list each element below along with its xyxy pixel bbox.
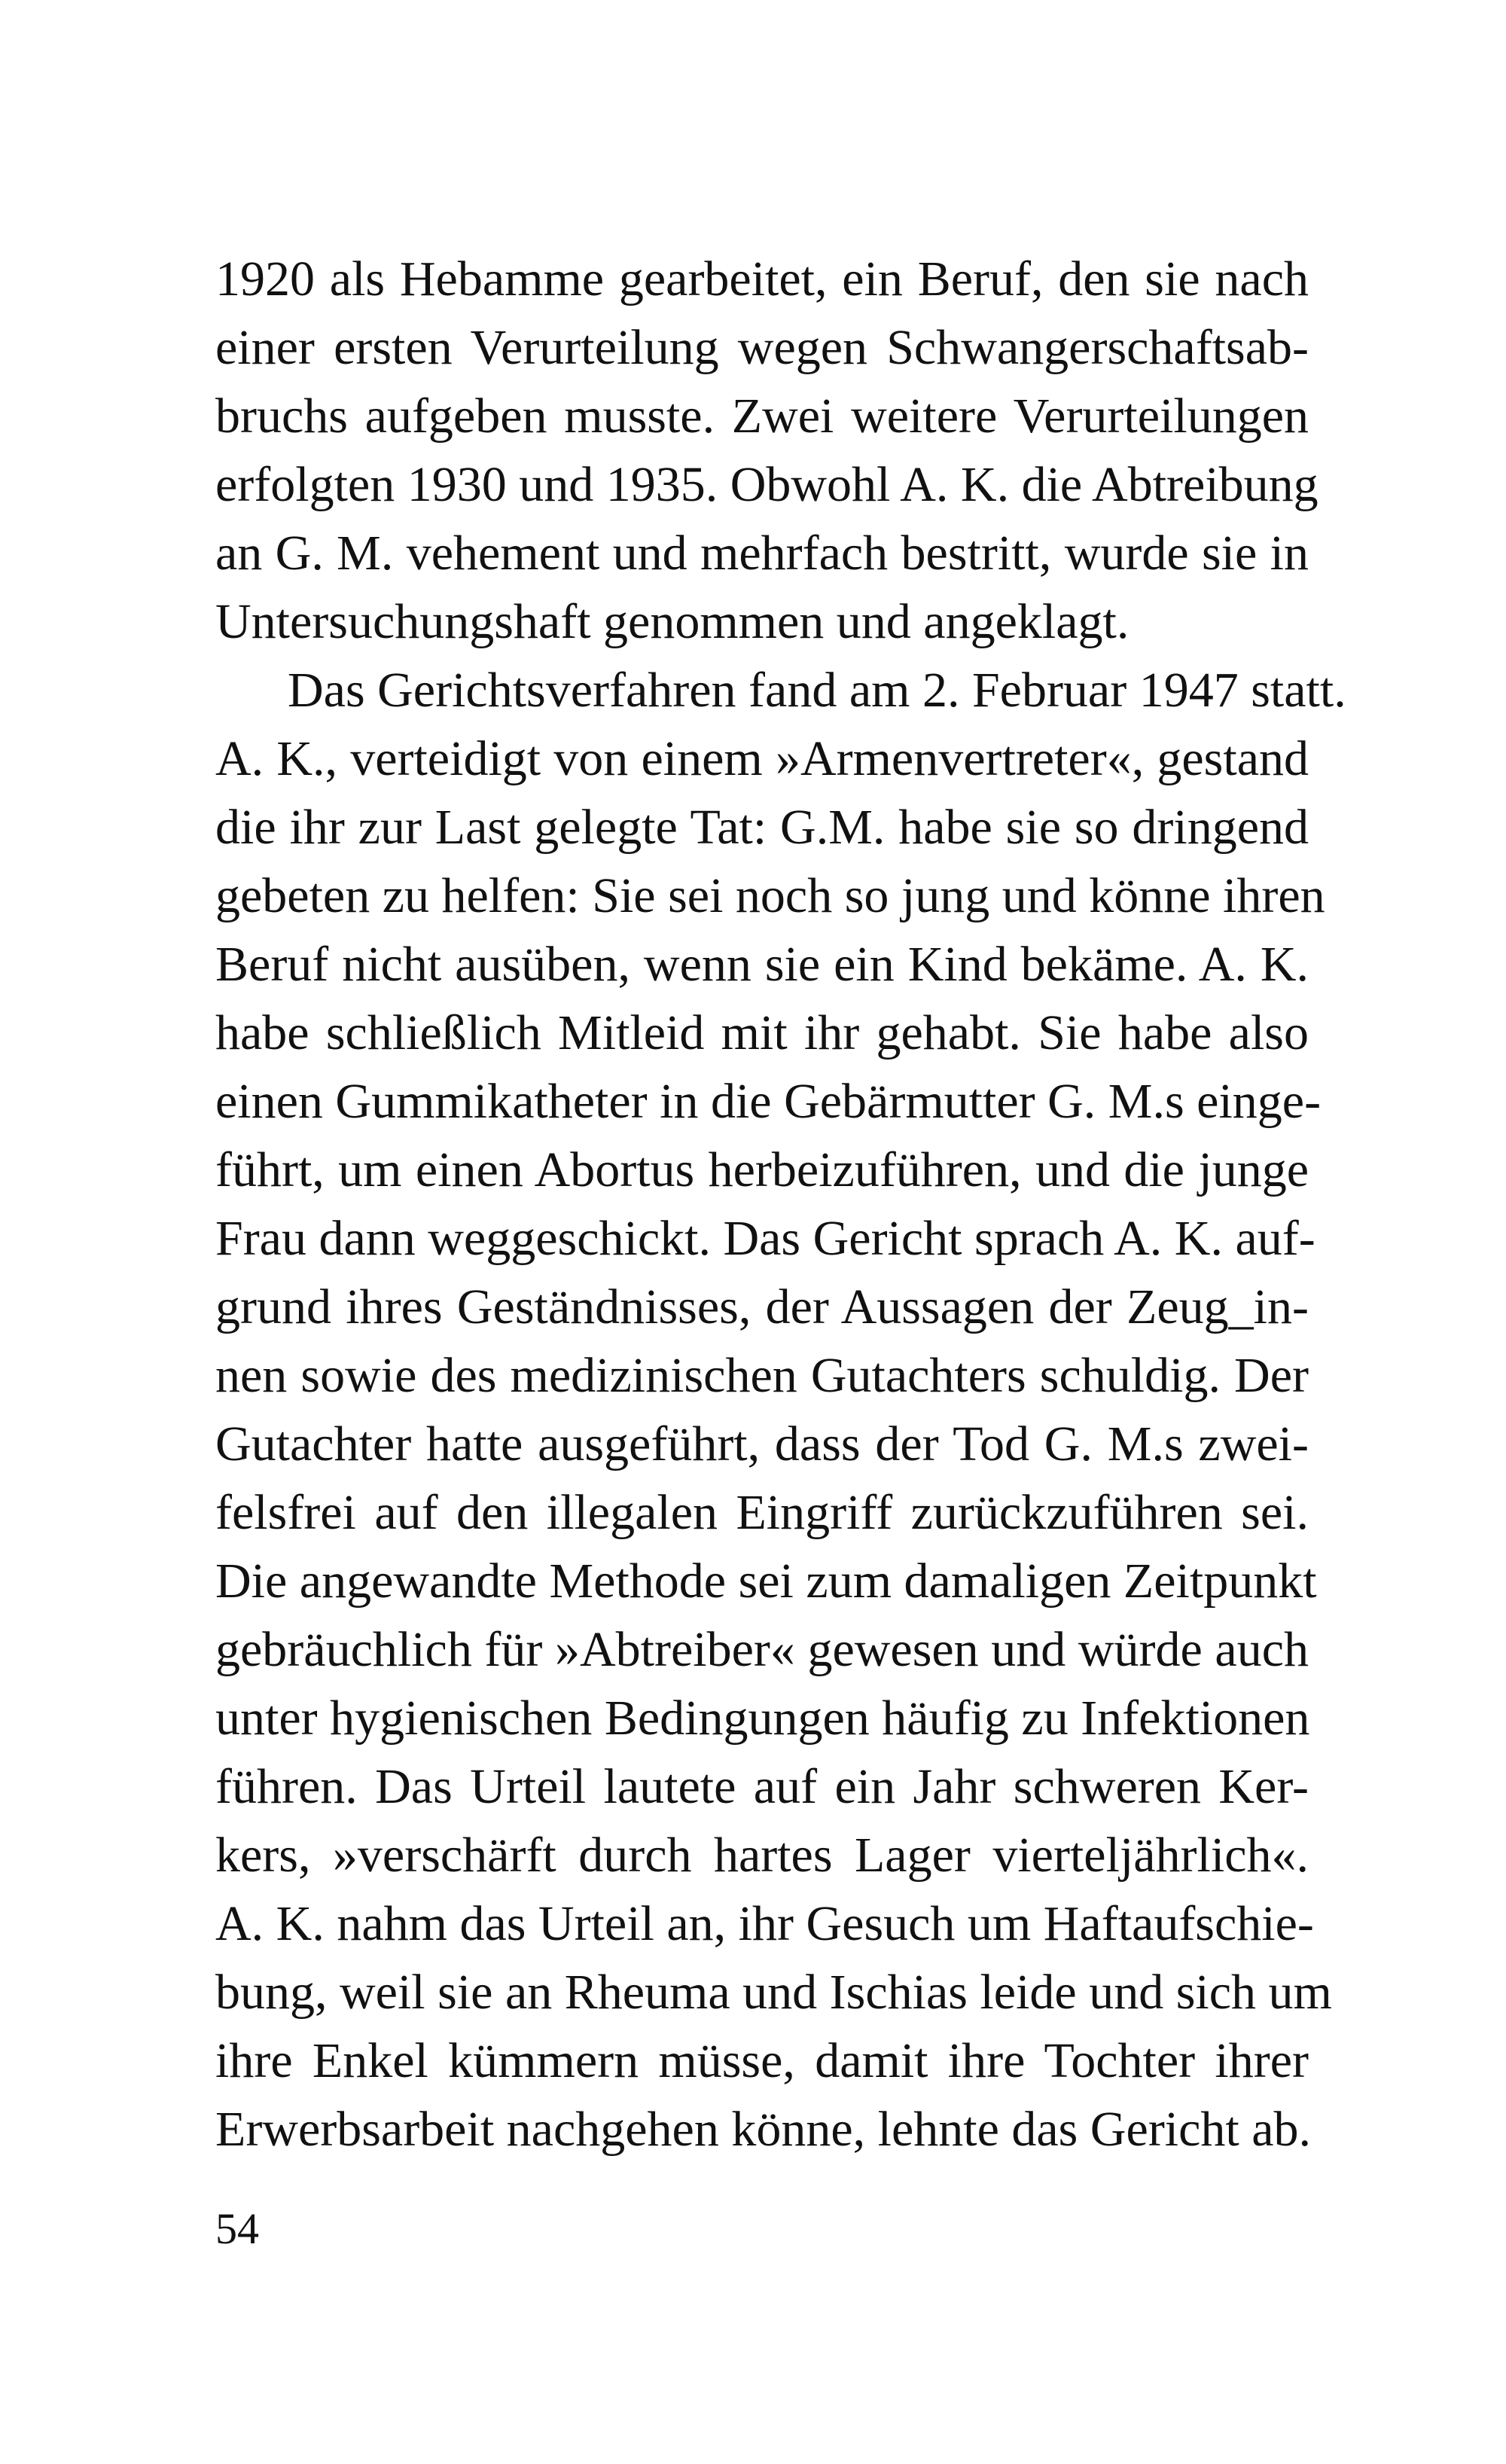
text-line: Untersuchungshaft genommen und angeklagt.	[215, 594, 1130, 649]
text-line: A. K., verteidigt von einem »Armenvertreter«, gestand	[215, 731, 1309, 786]
text-line: Gutachter hatte ausgeführt, dass der Tod G. M.s zwei-	[215, 1416, 1309, 1471]
text-line: erfolgten 1930 und 1935. Obwohl A. K. die Abtreibung	[215, 457, 1319, 512]
text-line: Die angewandte Methode sei zum damaligen Zeitpunkt	[215, 1554, 1317, 1609]
body-text	[215, 245, 1346, 2164]
text-line: führen. Das Urteil lautete auf ein Jahr schweren Ker-	[215, 1759, 1309, 1814]
text-line: Beruf nicht ausüben, wenn sie ein Kind bekäme. A. K.	[215, 937, 1309, 992]
text-line: A. K. nahm das Urteil an, ihr Gesuch um Haftaufschie-	[215, 1896, 1314, 1951]
text-line: habe schließlich Mitleid mit ihr gehabt. Sie habe also	[215, 1005, 1309, 1060]
text-line: führt, um einen Abortus herbeizuführen, und die junge	[215, 1142, 1309, 1197]
text-line: die ihr zur Last gelegte Tat: G.M. habe sie so dringend	[215, 800, 1309, 855]
text-line: nen sowie des medizinischen Gutachters schuldig. Der	[215, 1348, 1309, 1403]
text-line: grund ihres Geständnisses, der Aussagen der Zeug_in-	[215, 1279, 1309, 1334]
text-line: Erwerbsarbeit nachgehen könne, lehnte das Gericht ab.	[215, 2102, 1312, 2157]
text-line: felsfrei auf den illegalen Eingriff zurückzuführen sei.	[215, 1485, 1309, 1540]
page-number: 54	[215, 2204, 259, 2253]
paragraph-start-line: Das Gerichtsverfahren fand am 2. Februar 1947 statt.	[288, 663, 1346, 718]
text-line: einen Gummikatheter in die Gebärmutter G. M.s einge-	[215, 1074, 1322, 1129]
text-line: 1920 als Hebamme gearbeitet, ein Beruf, den sie nach	[215, 252, 1309, 306]
text-line: kers, »verschärft durch hartes Lager vierteljährlich«.	[215, 1828, 1309, 1883]
text-line: bruchs aufgeben musste. Zwei weitere Verurteilungen	[215, 389, 1309, 444]
text-line: einer ersten Verurteilung wegen Schwangerschaftsab-	[215, 320, 1309, 375]
text-line: ihre Enkel kümmern müsse, damit ihre Tochter ihrer	[215, 2033, 1309, 2088]
text-line: gebräuchlich für »Abtreiber« gewesen und würde auch	[215, 1622, 1309, 1677]
text-line: gebeten zu helfen: Sie sei noch so jung und könne ihren	[215, 868, 1325, 923]
text-line: bung, weil sie an Rheuma und Ischias leide und sich um	[215, 1965, 1332, 2020]
text-line: an G. M. vehement und mehrfach bestritt, wurde sie in	[215, 526, 1309, 581]
text-line: unter hygienischen Bedingungen häufig zu Infektionen	[215, 1691, 1310, 1746]
text-line: Frau dann weggeschickt. Das Gericht sprach A. K. auf-	[215, 1211, 1315, 1266]
